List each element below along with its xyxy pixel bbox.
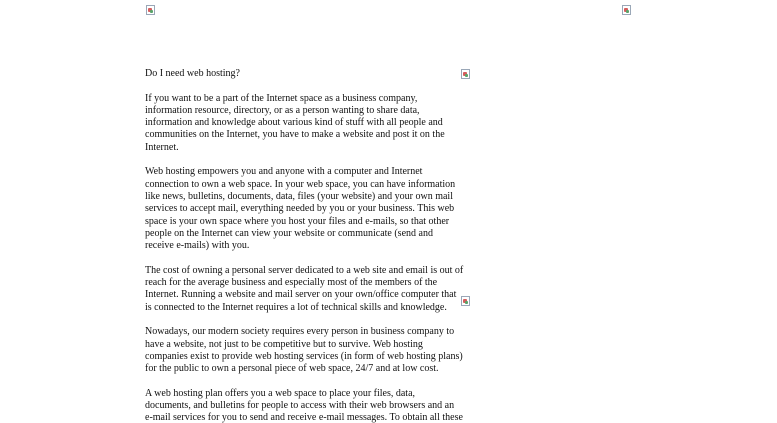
paragraph-line: is connected to the Internet requires a lot of technical skills and knowledge. (145, 301, 447, 313)
broken-image-icon (461, 69, 470, 79)
broken-image-icon (461, 296, 470, 306)
paragraph-line: receive e-mails) with you. (145, 240, 250, 252)
paragraph-5 (145, 387, 463, 423)
paragraph-line: Nowadays, our modern society requires every person in business company to (145, 326, 455, 338)
paragraph-line: like news, bulletins, documents, data, files (your website) and your own mail (145, 190, 453, 202)
paragraph-line: people on the Internet can view your website or communicate (send and (145, 227, 433, 239)
paragraph-line: Internet. Running a website and mail server on your own/office computer that (145, 289, 457, 301)
paragraph-line: Internet. (145, 141, 179, 153)
heading-text: Do I need web hosting? (145, 68, 240, 79)
paragraph-line: information resource, directory, or as a person wanting to share data, (145, 104, 420, 116)
paragraph-line: e-mail services for you to send and receive e-mail messages. To obtain all these (145, 412, 463, 423)
paragraph-line: reach for the average business and especially most of the members of the (145, 277, 438, 289)
paragraph-line: If you want to be a part of the Internet space as a business company, (145, 92, 418, 104)
paragraph-line: services to accept mail, everything needed by you or your business. This web (145, 203, 455, 215)
paragraph-line: The cost of owning a personal server dedicated to a web site and email is out of (145, 264, 464, 276)
paragraph-line: Web hosting empowers you and anyone with a computer and Internet (145, 166, 423, 178)
paragraph-2 (145, 166, 455, 252)
broken-image-icon (622, 5, 631, 15)
paragraph-line: communities on the Internet, you have to make a website and post it on the (145, 129, 445, 141)
paragraph-line: space is your own space where you host your files and e-mails, so that other (145, 215, 450, 227)
paragraph-line: information and knowledge about various kind of stuff with all people and (145, 117, 443, 129)
paragraph-line: A web hosting plan offers you a web space to place your files, data, (145, 387, 416, 399)
article-content (145, 68, 464, 423)
paragraph-1 (145, 93, 455, 154)
paragraph-line: connection to own a web space. In your web space, you can have information (145, 178, 456, 190)
broken-image-icon (146, 5, 155, 15)
paragraph-line: companies exist to provide web hosting services (in form of web hosting plans) (145, 350, 463, 362)
paragraph-3 (145, 264, 464, 314)
paragraph-line: documents, and bulletins for people to access with their web browsers and an (145, 400, 455, 412)
paragraph-line: for the public to own a personal piece of web space, 24/7 and at low cost. (145, 363, 439, 375)
paragraph-line: have a website, not just to be competitive but to survive. Web hosting (145, 338, 423, 350)
paragraph-4 (145, 326, 463, 375)
article-heading (145, 68, 455, 80)
